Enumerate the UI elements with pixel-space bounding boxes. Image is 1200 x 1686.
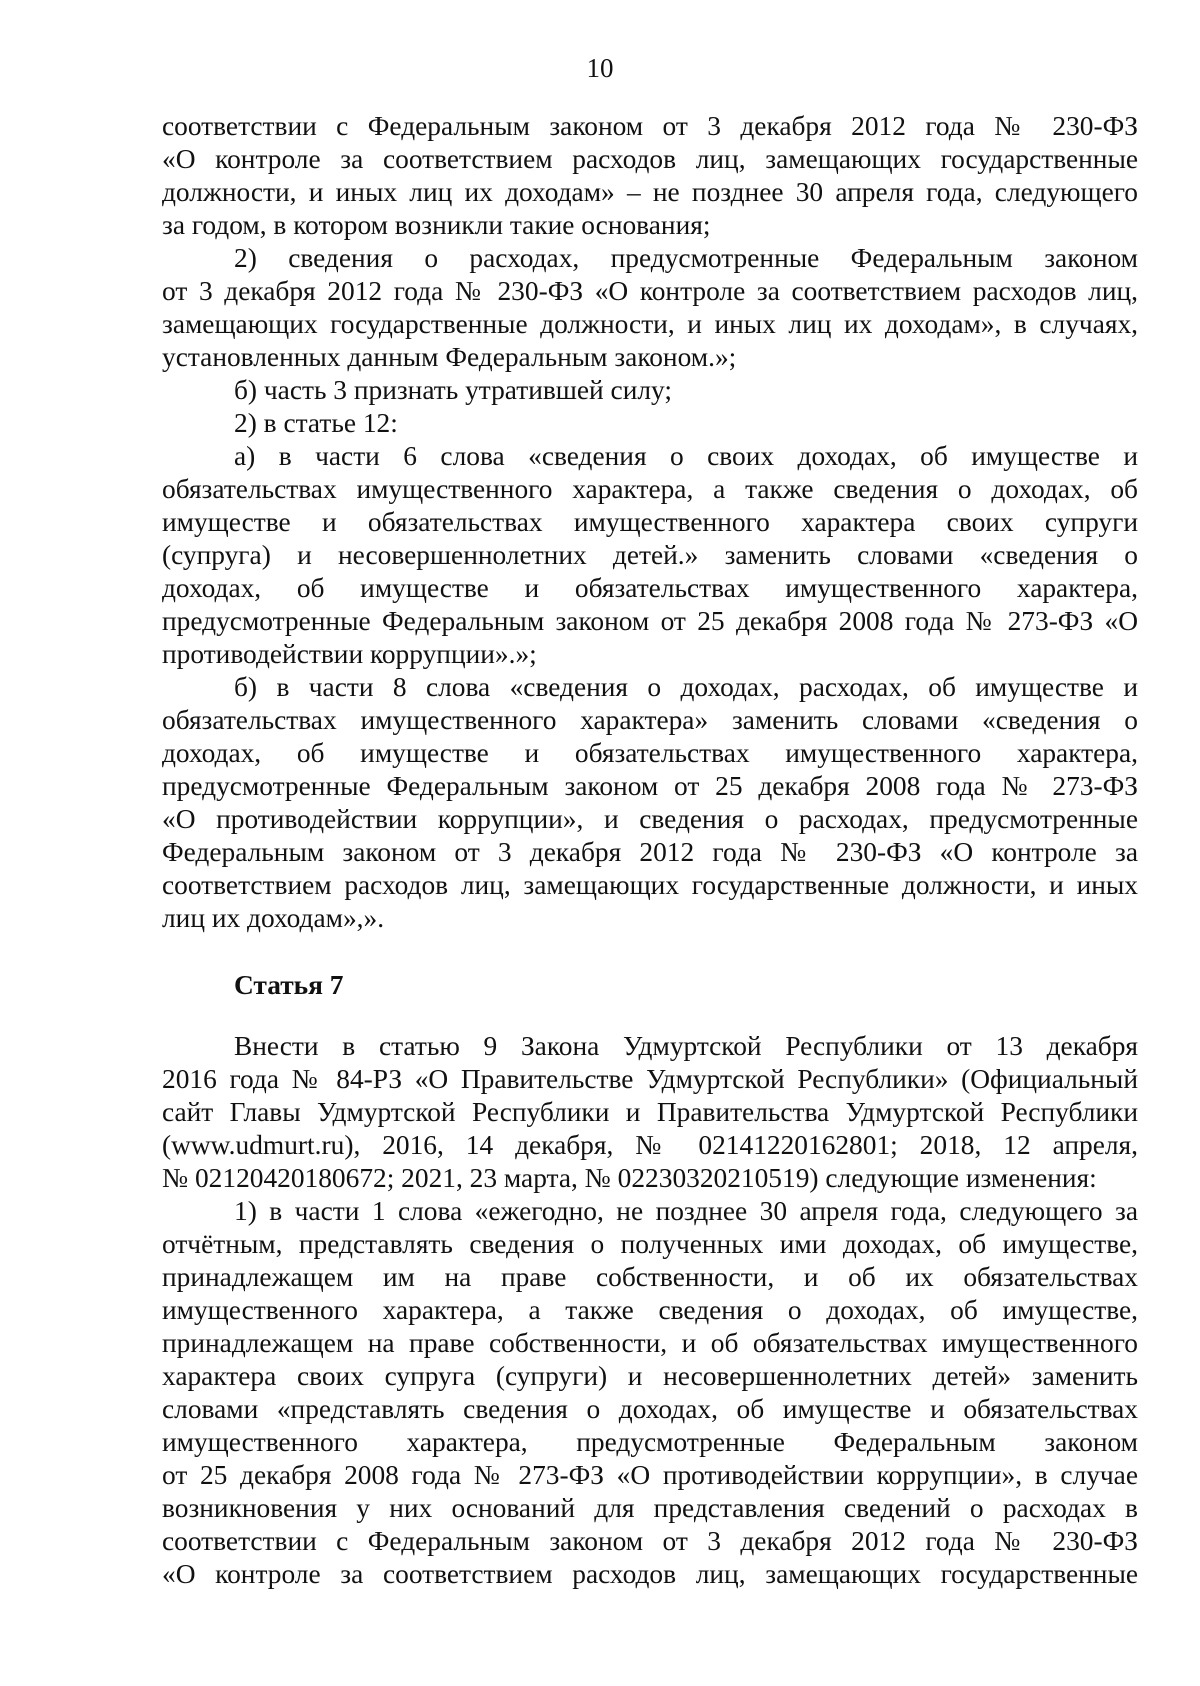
text-line: от 3 декабря 2012 года № 230-ФЗ «О контроле за соответствием расходов лиц, bbox=[162, 276, 1138, 306]
text-line: «О контроле за соответствием расходов лиц, замещающих государственные bbox=[162, 1559, 1138, 1589]
text-line: имущественного характера, предусмотренные Федеральным законом bbox=[162, 1427, 1138, 1457]
paragraph-item-b-part-8 bbox=[162, 671, 1138, 935]
text-line: б) в части 8 слова «сведения о доходах, расходах, об имуществе и bbox=[234, 672, 1138, 702]
text-line: возникновения у них оснований для представления сведений о расходах в bbox=[162, 1493, 1138, 1523]
text-line: (www.udmurt.ru), 2016, 14 декабря, № 02141220162801; 2018, 12 апреля, bbox=[162, 1130, 1138, 1160]
text-line: от 25 декабря 2008 года № 273-ФЗ «О противодействии коррупции», в случае bbox=[162, 1460, 1138, 1490]
paragraph-item-b-part-3 bbox=[162, 374, 1138, 407]
paragraph-article-7-item-1 bbox=[162, 1195, 1138, 1591]
text-line: противодействии коррупции».»; bbox=[162, 639, 537, 669]
text-line: имуществе и обязательствах имущественного характера своих супруги bbox=[162, 507, 1138, 537]
text-line: лиц их доходам»,». bbox=[162, 903, 385, 933]
article-heading: Статья 7 bbox=[234, 970, 344, 1000]
text-line: соответствием расходов лиц, замещающих государственные должности, и иных bbox=[162, 870, 1138, 900]
text-line: 1) в части 1 слова «ежегодно, не позднее 30 апреля года, следующего за bbox=[234, 1196, 1138, 1226]
text-line: 2) в статье 12: bbox=[234, 408, 398, 438]
text-line: № 02120420180672; 2021, 23 марта, № 02230320210519) следующие изменения: bbox=[162, 1163, 1097, 1193]
paragraph-continuation bbox=[162, 110, 1138, 242]
text-line: доходах, об имуществе и обязательствах имущественного характера, bbox=[162, 738, 1138, 768]
text-line: соответствии с Федеральным законом от 3 декабря 2012 года № 230-ФЗ bbox=[162, 1526, 1138, 1556]
text-line: «О противодействии коррупции», и сведения о расходах, предусмотренные bbox=[162, 804, 1138, 834]
text-line: отчётным, представлять сведения о полученных ими доходах, об имуществе, bbox=[162, 1229, 1138, 1259]
text-line: установленных данным Федеральным законом.»; bbox=[162, 342, 737, 372]
text-line: за годом, в котором возникли такие основания; bbox=[162, 210, 711, 240]
text-line: принадлежащем им на праве собственности, и об их обязательствах bbox=[162, 1262, 1138, 1292]
text-line: доходах, об имуществе и обязательствах имущественного характера, bbox=[162, 573, 1138, 603]
text-line: а) в части 6 слова «сведения о своих доходах, об имуществе и bbox=[234, 441, 1138, 471]
text-line: обязательствах имущественного характера» заменить словами «сведения о bbox=[162, 705, 1138, 735]
text-line: замещающих государственные должности, и иных лиц их доходам», в случаях, bbox=[162, 309, 1138, 339]
text-line: характера своих супруга (супруги) и несовершеннолетних детей» заменить bbox=[162, 1361, 1138, 1391]
text-line: (супруга) и несовершеннолетних детей.» заменить словами «сведения о bbox=[162, 540, 1138, 570]
paragraph-item-a-part-6 bbox=[162, 440, 1138, 671]
text-line: 2) сведения о расходах, предусмотренные Федеральным законом bbox=[234, 243, 1138, 273]
text-line: предусмотренные Федеральным законом от 25 декабря 2008 года № 273-ФЗ «О bbox=[162, 606, 1138, 636]
text-line: б) часть 3 признать утратившей силу; bbox=[234, 375, 672, 405]
text-line: обязательствах имущественного характера, а также сведения о доходах, об bbox=[162, 474, 1138, 504]
text-line: имущественного характера, а также сведения о доходах, об имуществе, bbox=[162, 1295, 1138, 1325]
text-line: Федеральным законом от 3 декабря 2012 года № 230-ФЗ «О контроле за bbox=[162, 837, 1138, 867]
paragraph-article-7-intro bbox=[162, 1030, 1138, 1195]
text-line: сайт Главы Удмуртской Республики и Правительства Удмуртской Республики bbox=[162, 1097, 1138, 1127]
text-line: должности, и иных лиц их доходам» – не позднее 30 апреля года, следующего bbox=[162, 177, 1138, 207]
paragraph-item-2-article-12 bbox=[162, 407, 1138, 440]
text-line: словами «представлять сведения о доходах, об имуществе и обязательствах bbox=[162, 1394, 1138, 1424]
document-body bbox=[162, 110, 1138, 1591]
page-number: 10 bbox=[586, 53, 614, 83]
text-line: «О контроле за соответствием расходов лиц, замещающих государственные bbox=[162, 144, 1138, 174]
text-line: соответствии с Федеральным законом от 3 декабря 2012 года № 230-ФЗ bbox=[162, 111, 1138, 141]
text-line: предусмотренные Федеральным законом от 25 декабря 2008 года № 273-ФЗ bbox=[162, 771, 1138, 801]
text-line: принадлежащем на праве собственности, и об обязательствах имущественного bbox=[162, 1328, 1138, 1358]
text-line: 2016 года № 84-РЗ «О Правительстве Удмуртской Республики» (Официальный bbox=[162, 1064, 1138, 1094]
paragraph-item-2-expenses bbox=[162, 242, 1138, 374]
text-line: Внести в статью 9 Закона Удмуртской Республики от 13 декабря bbox=[234, 1031, 1138, 1061]
